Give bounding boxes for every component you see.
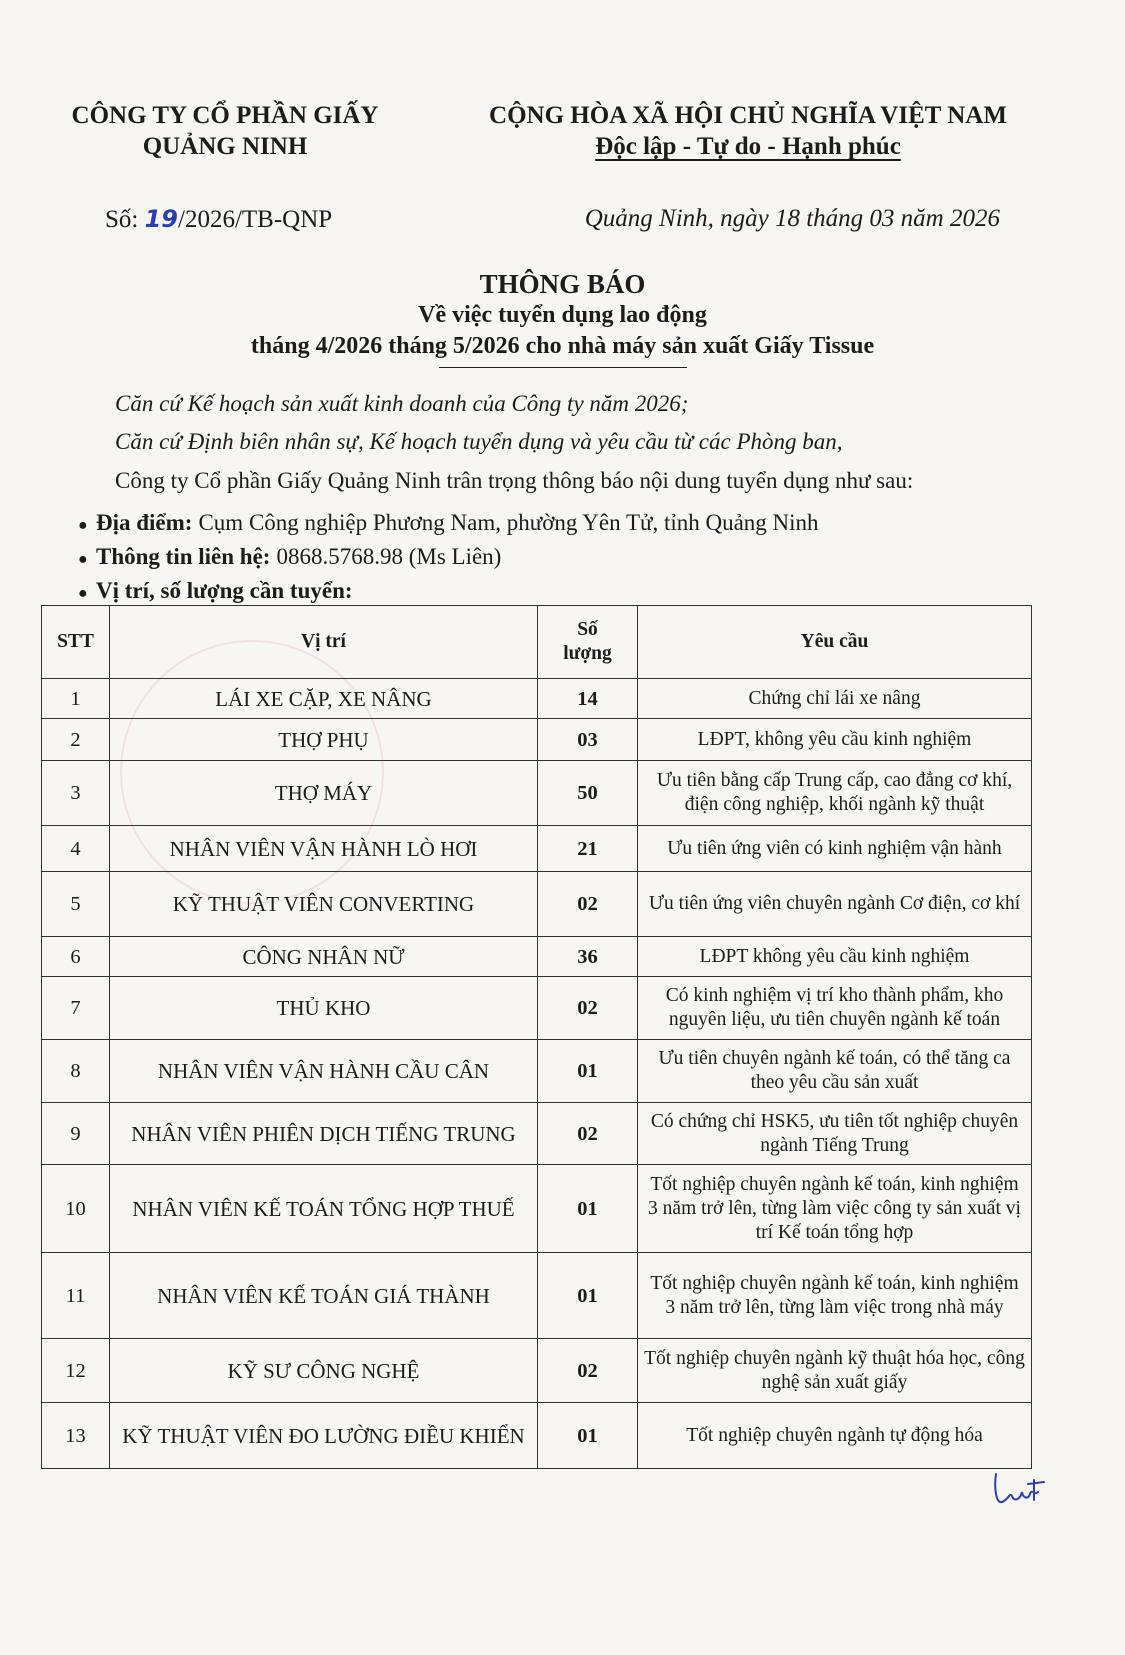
cell-position: THỦ KHO xyxy=(110,977,538,1040)
document-number xyxy=(105,205,332,234)
cell-quantity: 01 xyxy=(538,1165,638,1253)
cell-quantity: 03 xyxy=(538,719,638,761)
cell-requirement: Tốt nghiệp chuyên ngành tự động hóa xyxy=(638,1403,1032,1469)
company-name-line2: QUẢNG NINH xyxy=(142,133,308,160)
cell-quantity: 50 xyxy=(538,761,638,826)
cell-position: CÔNG NHÂN NỮ xyxy=(110,937,538,977)
bullet-contact xyxy=(78,541,819,575)
company-name-line1: CÔNG TY CỔ PHẦN GIẤY xyxy=(71,102,379,129)
table-row xyxy=(42,679,1032,719)
cell-requirement: Có chứng chỉ HSK5, ưu tiên tốt nghiệp chuyên ngành Tiếng Trung xyxy=(638,1103,1032,1165)
table-row xyxy=(42,1165,1032,1253)
cell-position: THỢ PHỤ xyxy=(110,719,538,761)
table-row xyxy=(42,1040,1032,1103)
header-quantity xyxy=(538,606,638,679)
title-block xyxy=(100,268,1025,368)
cell-position: NHÂN VIÊN VẬN HÀNH CẦU CÂN xyxy=(110,1040,538,1103)
bullet-dot-icon: ● xyxy=(78,585,88,602)
table-row xyxy=(42,826,1032,872)
cell-quantity: 02 xyxy=(538,1339,638,1403)
cell-position: NHÂN VIÊN KẾ TOÁN GIÁ THÀNH xyxy=(110,1253,538,1339)
cell-position: KỸ SƯ CÔNG NGHỆ xyxy=(110,1339,538,1403)
cell-quantity: 02 xyxy=(538,1103,638,1165)
cell-quantity: 01 xyxy=(538,1253,638,1339)
cell-stt: 1 xyxy=(42,679,110,719)
cell-position: KỸ THUẬT VIÊN CONVERTING xyxy=(110,872,538,937)
cell-quantity: 21 xyxy=(538,826,638,872)
header-quantity-line1: Số xyxy=(577,619,598,640)
cell-quantity: 01 xyxy=(538,1403,638,1469)
cell-requirement: Ưu tiên ứng viên chuyên ngành Cơ điện, cơ khí xyxy=(638,872,1032,937)
header-position: Vị trí xyxy=(110,606,538,679)
cell-requirement: LĐPT không yêu cầu kinh nghiệm xyxy=(638,937,1032,977)
table-row xyxy=(42,761,1032,826)
bullet-dot-icon: ● xyxy=(78,551,88,568)
cell-position: NHÂN VIÊN PHIÊN DỊCH TIẾNG TRUNG xyxy=(110,1103,538,1165)
table-row xyxy=(42,719,1032,761)
cell-requirement: Có kinh nghiệm vị trí kho thành phẩm, kho nguyên liệu, ưu tiên chuyên ngành kế toán xyxy=(638,977,1032,1040)
table-row xyxy=(42,1403,1032,1469)
table-row xyxy=(42,872,1032,937)
bullet-value: 0868.5768.98 (Ms Liên) xyxy=(276,544,502,569)
bullet-label: Vị trí, số lượng cần tuyển: xyxy=(96,578,353,603)
nation-name: CỘNG HÒA XÃ HỘI CHỦ NGHĨA VIỆT NAM xyxy=(489,102,1007,129)
cell-stt: 8 xyxy=(42,1040,110,1103)
cell-requirement: Tốt nghiệp chuyên ngành kế toán, kinh nghiệm 3 năm trở lên, từng làm việc trong nhà máy xyxy=(638,1253,1032,1339)
company-header xyxy=(50,100,400,162)
cell-position: KỸ THUẬT VIÊN ĐO LƯỜNG ĐIỀU KHIỂN xyxy=(110,1403,538,1469)
basis-line-2: Căn cứ Định biên nhân sự, Kế hoạch tuyển dụng và yêu cầu từ các Phòng ban, xyxy=(115,429,843,454)
document-title: THÔNG BÁO xyxy=(479,269,646,299)
cell-quantity: 14 xyxy=(538,679,638,719)
header-quantity-line2: lượng xyxy=(563,643,612,664)
cell-position: THỢ MÁY xyxy=(110,761,538,826)
cell-requirement: Chứng chỉ lái xe nâng xyxy=(638,679,1032,719)
cell-quantity: 36 xyxy=(538,937,638,977)
table-row xyxy=(42,1253,1032,1339)
cell-stt: 10 xyxy=(42,1165,110,1253)
bullet-value: Cụm Công nghiệp Phương Nam, phường Yên Tử, tỉnh Quảng Ninh xyxy=(198,510,819,535)
document-number-suffix: /2026/TB-QNP xyxy=(178,206,333,233)
cell-stt: 5 xyxy=(42,872,110,937)
document-number-prefix: Số: xyxy=(105,206,145,233)
cell-requirement: LĐPT, không yêu cầu kinh nghiệm xyxy=(638,719,1032,761)
basis-line-1: Căn cứ Kế hoạch sản xuất kinh doanh của Công ty năm 2026; xyxy=(115,391,689,416)
cell-requirement: Ưu tiên bằng cấp Trung cấp, cao đẳng cơ khí, điện công nghiệp, khối ngành kỹ thuật xyxy=(638,761,1032,826)
nation-motto: Độc lập - Tự do - Hạnh phúc xyxy=(595,133,901,160)
cell-stt: 2 xyxy=(42,719,110,761)
bullet-location xyxy=(78,507,819,541)
cell-stt: 11 xyxy=(42,1253,110,1339)
cell-stt: 4 xyxy=(42,826,110,872)
table-row xyxy=(42,1339,1032,1403)
cell-stt: 3 xyxy=(42,761,110,826)
cell-stt: 7 xyxy=(42,977,110,1040)
cell-position: NHÂN VIÊN KẾ TOÁN TỔNG HỢP THUẾ xyxy=(110,1165,538,1253)
cell-quantity: 01 xyxy=(538,1040,638,1103)
place-and-date: Quảng Ninh, ngày 18 tháng 03 năm 2026 xyxy=(584,205,1000,232)
bullet-label: Thông tin liên hệ: xyxy=(96,544,271,569)
cell-stt: 13 xyxy=(42,1403,110,1469)
bullet-dot-icon: ● xyxy=(78,517,88,534)
cell-requirement: Tốt nghiệp chuyên ngành kế toán, kinh nghiệm 3 năm trở lên, từng làm việc công ty sản xuất vị trí Kế toán tổng hợp xyxy=(638,1165,1032,1253)
bullet-positions xyxy=(78,575,819,609)
header-requirement: Yêu cầu xyxy=(638,606,1032,679)
bullet-label: Địa điểm: xyxy=(96,510,193,535)
cell-stt: 12 xyxy=(42,1339,110,1403)
document-number-handwritten: 19 xyxy=(144,205,179,233)
cell-position: LÁI XE CẶP, XE NÂNG xyxy=(110,679,538,719)
cell-stt: 6 xyxy=(42,937,110,977)
table-row xyxy=(42,977,1032,1040)
table-row xyxy=(42,937,1032,977)
intro-line: Công ty Cổ phần Giấy Quảng Ninh trân trọng thông báo nội dung tuyển dụng như sau: xyxy=(115,468,914,493)
cell-requirement: Ưu tiên chuyên ngành kế toán, có thể tăng ca theo yêu cầu sản xuất xyxy=(638,1040,1032,1103)
cell-quantity: 02 xyxy=(538,977,638,1040)
cell-stt: 9 xyxy=(42,1103,110,1165)
info-bullets xyxy=(78,507,819,609)
cell-quantity: 02 xyxy=(538,872,638,937)
table-header-row xyxy=(42,606,1032,679)
cell-position: NHÂN VIÊN VẬN HÀNH LÒ HƠI xyxy=(110,826,538,872)
document-subtitle-1: Về việc tuyển dụng lao động xyxy=(418,302,707,328)
title-divider xyxy=(439,367,687,368)
header-stt: STT xyxy=(42,606,110,679)
table-row xyxy=(42,1103,1032,1165)
cell-requirement: Tốt nghiệp chuyên ngành kỹ thuật hóa học, công nghệ sản xuất giấy xyxy=(638,1339,1032,1403)
cell-requirement: Ưu tiên ứng viên có kinh nghiệm vận hành xyxy=(638,826,1032,872)
recruitment-table xyxy=(41,605,1032,1469)
signature-initial xyxy=(990,1470,1050,1510)
national-header xyxy=(468,100,1028,162)
document-subtitle-2: tháng 4/2026 tháng 5/2026 cho nhà máy sản xuất Giấy Tissue xyxy=(250,333,875,359)
